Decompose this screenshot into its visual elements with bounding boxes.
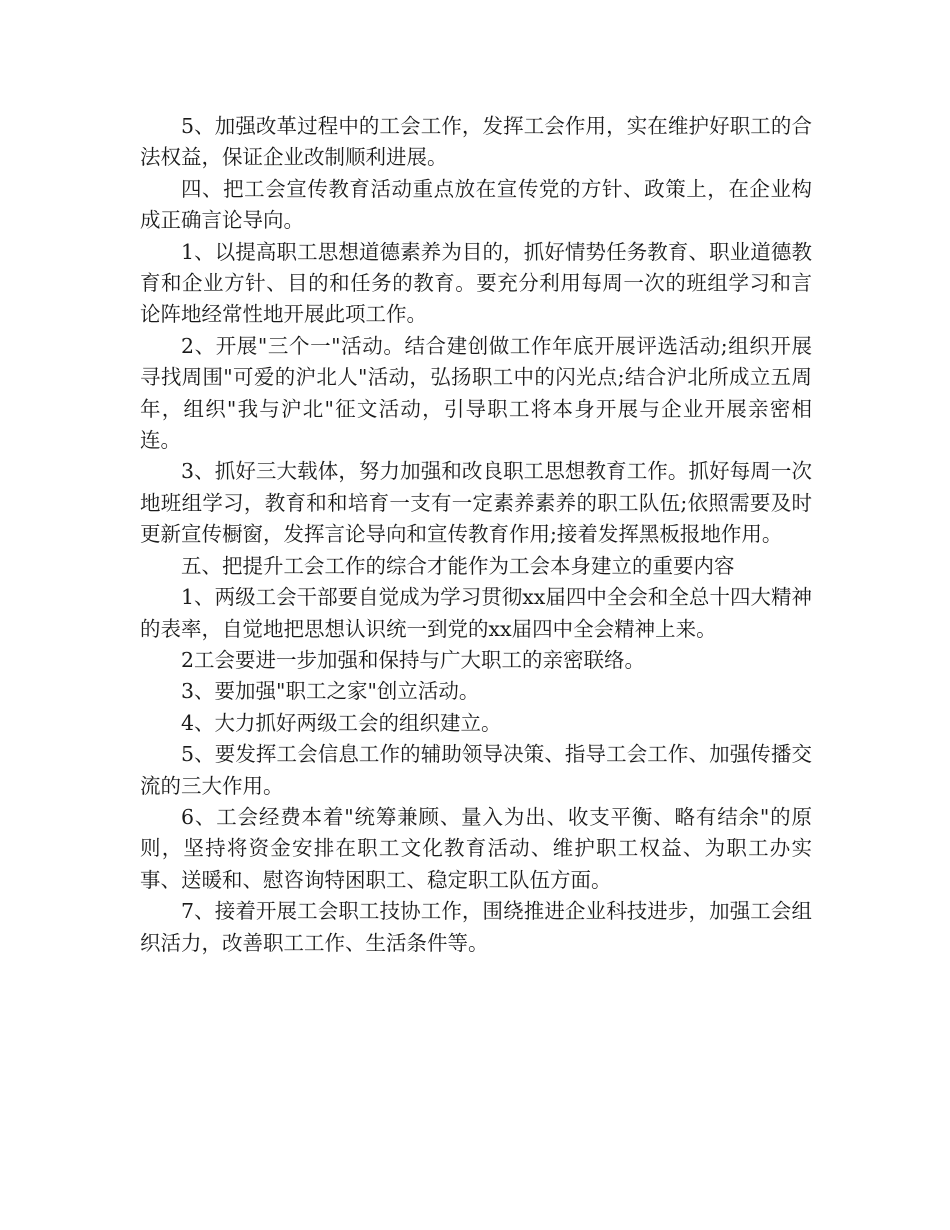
paragraph: 4、大力抓好两级工会的组织建立。 [181,710,502,735]
paragraph: 2工会要进一步加强和保持与广大职工的亲密联络。 [181,647,646,672]
paragraph: 2、开展"三个一"活动。结合建创做工作年底开展评选活动;组织开展寻找周围"可爱的沪北人"活动，弘扬职工中的闪光点;结合沪北所成立五周年，组织"我与沪北"征文活动，引导职工将本身开展与企业开展亲密相连。 [140,333,812,453]
paragraph: 四、把工会宣传教育活动重点放在宣传党的方针、政策上，在企业构成正确言论导向。 [140,176,812,233]
section-heading: 五、把提升工会工作的综合才能作为工会本身建立的重要内容 [181,553,735,578]
paragraph: 5、要发挥工会信息工作的辅助领导决策、指导工会工作、加强传播交流的三大作用。 [140,742,812,798]
paragraph: 3、要加强"职工之家"创立活动。 [181,679,480,704]
document-body [140,111,812,959]
paragraph: 3、抓好三大载体，努力加强和改良职工思想教育工作。抓好每周一次地班组学习，教育和和培育一支有一定素养素养的职工队伍;依照需要及时更新宣传橱窗，发挥言论导向和宣传教育作用;接着发挥黑板报地作用。 [140,459,812,547]
paragraph: 1、以提高职工思想道德素养为目的，抓好情势任务教育、职业道德教育和企业方针、目的和任务的教育。要充分利用每周一次的班组学习和言论阵地经常性地开展此项工作。 [140,239,812,327]
paragraph: 1、两级工会干部要自觉成为学习贯彻xx届四中全会和全总十四大精神的表率，自觉地把思想认识统一到党的xx届四中全会精神上来。 [140,585,812,641]
paragraph: 6、工会经费本着"统筹兼顾、量入为出、收支平衡、略有结余"的原则，坚持将资金安排在职工文化教育活动、维护职工权益、为职工办实事、送暖和、慰咨询特困职工、稳定职工队伍方面。 [140,804,812,892]
paragraph: 7、接着开展工会职工技协工作，围绕推进企业科技进步，加强工会组织活力，改善职工工作、生活条件等。 [140,899,812,955]
paragraph: 5、加强改革过程中的工会工作，发挥工会作用，实在维护好职工的合法权益，保证企业改制顺利进展。 [140,114,812,170]
